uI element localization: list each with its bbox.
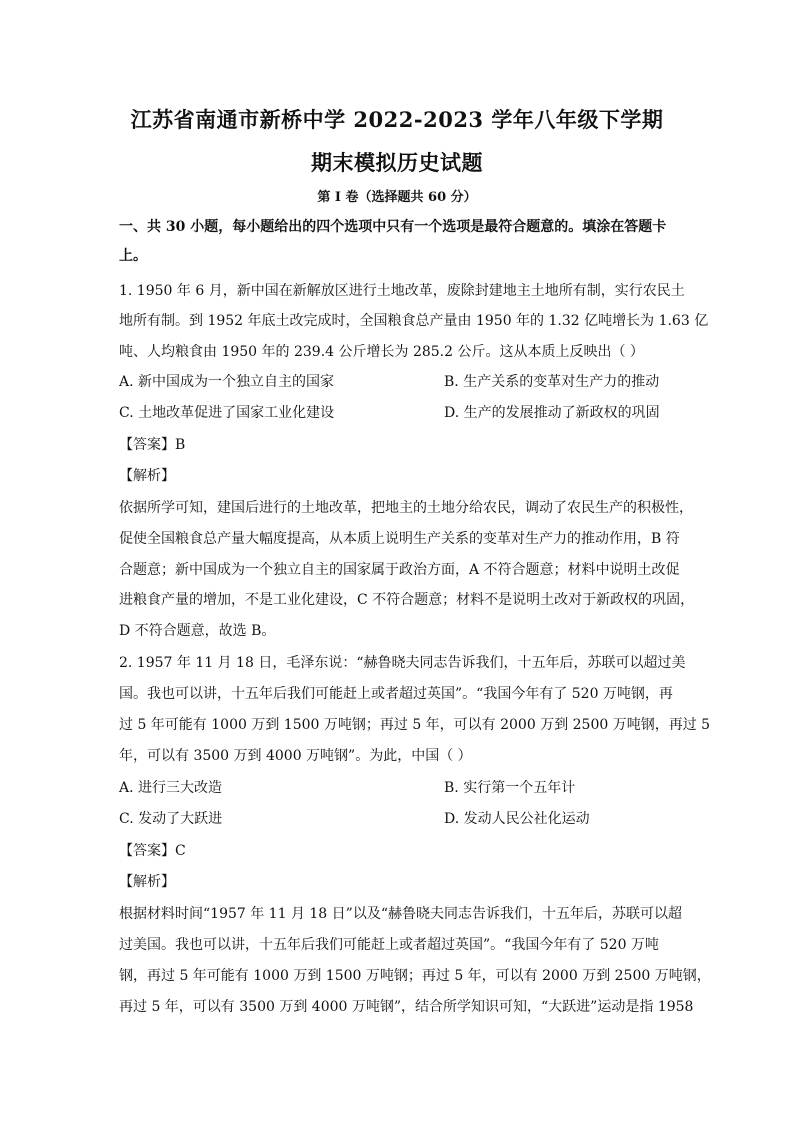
section-heading: 第 I 卷（选择题共 60 分） <box>317 190 477 205</box>
page-subtitle: 期末模拟历史试题 <box>311 150 483 175</box>
instructions-line: 上。 <box>119 248 147 264</box>
q1-option-a: A. 新中国成为一个独立自主的国家 <box>119 374 335 390</box>
q2-answer: 【答案】C <box>119 843 186 859</box>
q2-stem-line: 国。我也可以讲，十五年后我们可能赶上或者超过英国”。“我国今年有了 520 万吨钢，再 <box>119 686 673 702</box>
q1-option-b: B. 生产关系的变革对生产力的推动 <box>444 374 660 390</box>
q1-answer: 【答案】B <box>119 437 186 453</box>
q2-stem-line: 年，可以有 3500 万到 4000 万吨钢”。为此，中国（ ） <box>119 748 472 764</box>
q2-stem-line: 过 5 年可能有 1000 万到 1500 万吨钢；再过 5 年，可以有 2000 万到 2500 万吨钢，再过 5 <box>119 717 711 733</box>
q2-option-b: B. 实行第一个五年计 <box>444 780 576 796</box>
q2-option-a: A. 进行三大改造 <box>119 780 223 796</box>
q1-option-d: D. 生产的发展推动了新政权的巩固 <box>444 405 660 421</box>
q1-analysis-line: 进粮食产量的增加，不是工业化建设，C 不符合题意；材料不是说明土改对于新政权的巩固， <box>119 592 695 608</box>
q2-analysis-line: 过美国。我也可以讲，十五年后我们可能赶上或者超过英国”。“我国今年有了 520 万吨 <box>119 937 659 953</box>
q2-option-c: C. 发动了大跃进 <box>119 811 223 827</box>
q2-stem-line: 2. 1957 年 11 月 18 日，毛泽东说：“赫鲁晓夫同志告诉我们，十五年后，苏联可以超过美 <box>119 655 686 671</box>
q1-stem-line: 吨、人均粮食由 1950 年的 239.4 公斤增长为 285.2 公斤。这从本质上反映出（ ） <box>119 344 644 360</box>
q2-analysis-line: 再过 5 年，可以有 3500 万到 4000 万吨钢”，结合所学知识可知，“大跃进”运动是指 1958 <box>119 999 694 1015</box>
q2-analysis-label: 【解析】 <box>119 874 175 890</box>
instructions-line: 一、共 30 小题，每小题给出的四个选项中只有一个选项是最符合题意的。填涂在答题卡 <box>119 219 667 235</box>
q1-analysis-line: 依据所学可知，建国后进行的土地改革，把地主的土地分给农民，调动了农民生产的积极性， <box>119 500 693 516</box>
q2-analysis-line: 根据材料时间“1957 年 11 月 18 日”以及“赫鲁晓夫同志告诉我们，十五年后，苏联可以超 <box>119 906 682 922</box>
q1-analysis-label: 【解析】 <box>119 468 175 484</box>
page-title: 江苏省南通市新桥中学 2022-2023 学年八年级下学期 <box>130 107 664 132</box>
q1-analysis-line: 合题意；新中国成为一个独立自主的国家属于政治方面，A 不符合题意；材料中说明土改促 <box>119 562 680 578</box>
q2-option-d: D. 发动人民公社化运动 <box>444 811 590 827</box>
q2-analysis-line: 钢，再过 5 年可能有 1000 万到 1500 万吨钢；再过 5 年，可以有 2000 万到 2500 万吨钢， <box>119 968 711 984</box>
q1-analysis-line: D 不符合题意，故选 B。 <box>119 623 276 639</box>
q1-option-c: C. 土地改革促进了国家工业化建设 <box>119 405 335 421</box>
q1-stem-line: 地所有制。到 1952 年底土改完成时，全国粮食总产量由 1950 年的 1.32 亿吨增长为 1.63 亿 <box>119 313 709 329</box>
q1-analysis-line: 促使全国粮食总产量大幅度提高，从本质上说明生产关系的变革对生产力的推动作用，B 符 <box>119 531 680 547</box>
q1-stem-line: 1. 1950 年 6 月，新中国在新解放区进行土地改革，废除封建地主土地所有制，实行农民土 <box>119 283 685 299</box>
